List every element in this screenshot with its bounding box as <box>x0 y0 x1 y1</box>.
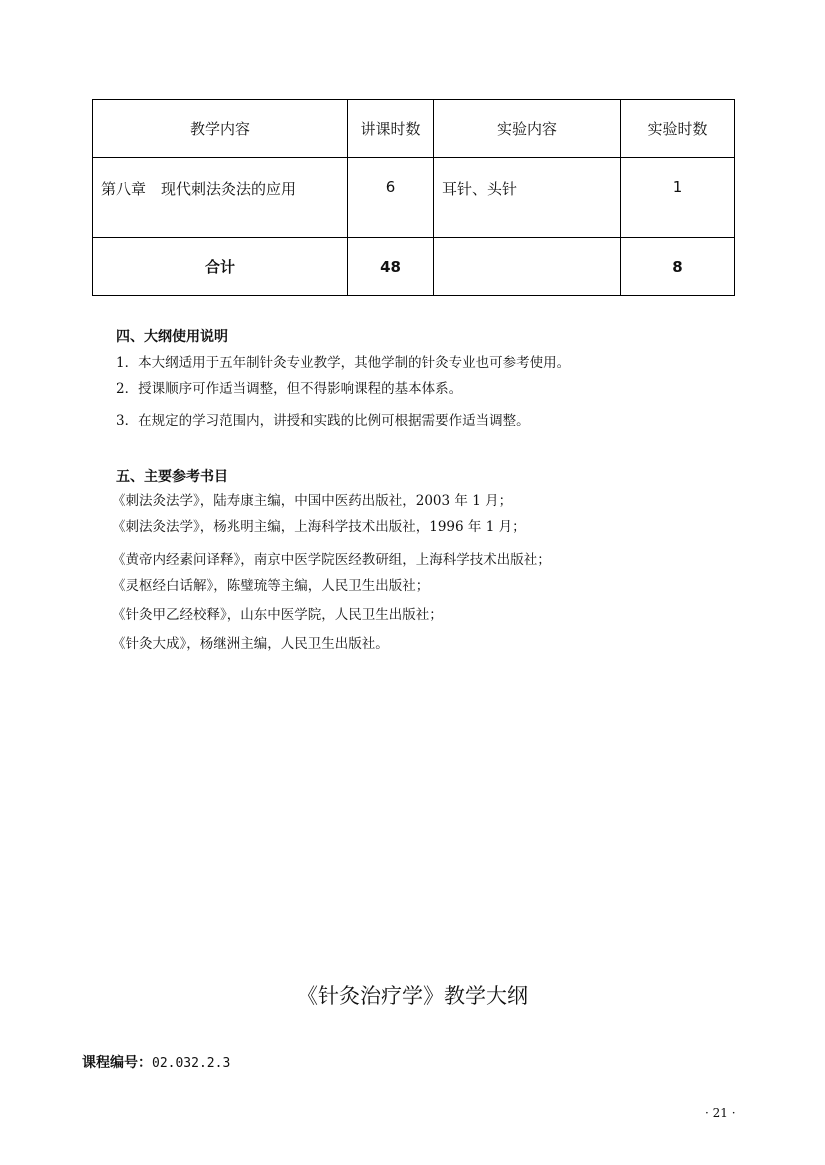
total-lecture-hours: 48 <box>348 238 434 296</box>
total-lab-content <box>434 238 621 296</box>
course-code-value: 02.032.2.3 <box>152 1056 231 1071</box>
reference-item: 《针灸甲乙经校释》，山东中医学院，人民卫生出版社； <box>112 607 443 623</box>
header-lab-content: 实验内容 <box>434 100 621 158</box>
section-5-title: 五、主要参考书目 <box>116 469 228 485</box>
table-header-row <box>93 100 735 158</box>
reference-item: 《刺法灸法学》，杨兆明主编，上海科学技术出版社，1996 年 1 月； <box>112 519 526 535</box>
cell-content: 第八章 现代刺法灸法的应用 <box>93 158 348 238</box>
section-4-title: 四、大纲使用说明 <box>116 329 228 345</box>
header-lab-hours: 实验时数 <box>621 100 735 158</box>
cell-lab-hours: 1 <box>621 158 735 238</box>
course-code <box>82 1052 230 1072</box>
cell-lecture-hours: 6 <box>348 158 434 238</box>
reference-item: 《黄帝内经素问译释》，南京中医学院医经教研组，上海科学技术出版社； <box>112 552 551 568</box>
course-hours-table <box>92 99 735 296</box>
instruction-item: 1．本大纲适用于五年制针灸专业教学，其他学制的针灸专业也可参考使用。 <box>116 355 571 371</box>
reference-item: 《刺法灸法学》，陆寿康主编，中国中医药出版社，2003 年 1 月； <box>112 493 513 509</box>
table-total-row <box>93 238 735 296</box>
reference-item: 《针灸大成》，杨继洲主编，人民卫生出版社。 <box>112 636 389 652</box>
course-code-label: 课程编号： <box>82 1055 152 1071</box>
instruction-item: 3．在规定的学习范围内，讲授和实践的比例可根据需要作适当调整。 <box>116 413 530 429</box>
total-label: 合计 <box>93 238 348 296</box>
cell-lab-content: 耳针、头针 <box>434 158 621 238</box>
header-content: 教学内容 <box>93 100 348 158</box>
instruction-item: 2．授课顺序可作适当调整，但不得影响课程的基本体系。 <box>116 381 463 397</box>
page-number: · 21 · <box>705 1106 736 1120</box>
syllabus-title: 《针灸治疗学》教学大纲 <box>297 984 528 1008</box>
reference-item: 《灵枢经白话解》，陈璧琉等主编，人民卫生出版社； <box>112 578 430 594</box>
total-lab-hours: 8 <box>621 238 735 296</box>
header-lecture-hours: 讲课时数 <box>348 100 434 158</box>
table-row <box>93 158 735 238</box>
